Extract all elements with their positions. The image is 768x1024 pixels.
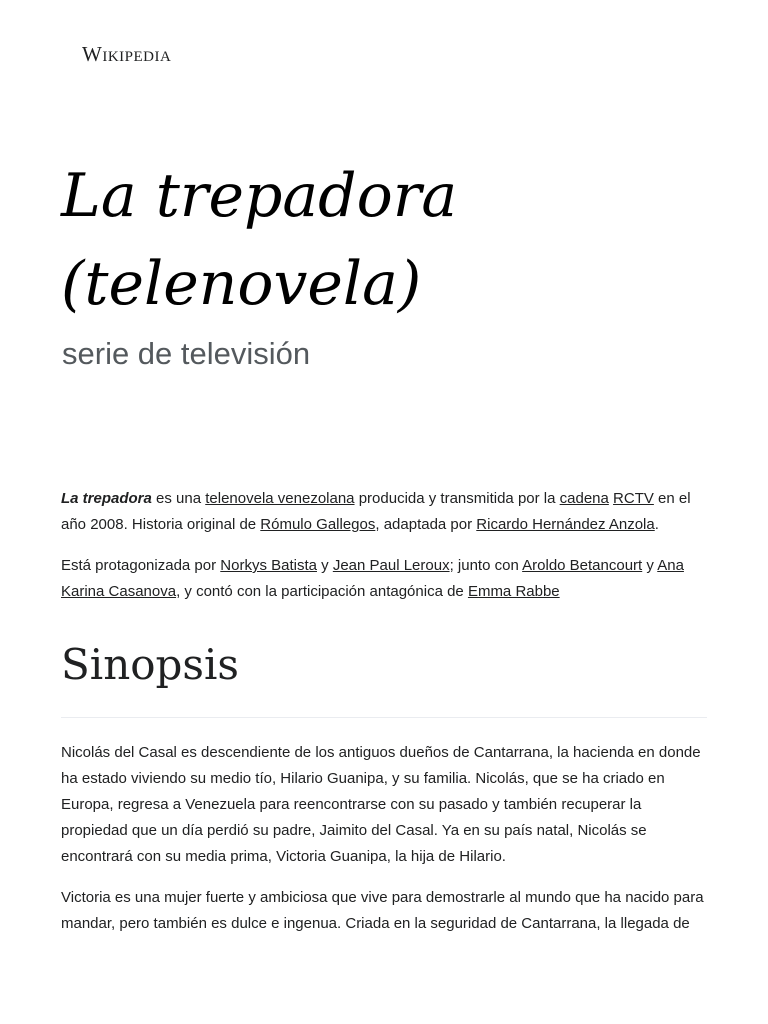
- link-ana-karina-casanova[interactable]: Ana Karina Casanova: [61, 557, 684, 600]
- link-aroldo-betancourt[interactable]: Aroldo Betancourt: [522, 557, 643, 574]
- link-emma-rabbe[interactable]: Emma Rabbe: [467, 583, 560, 600]
- text: es una: [151, 490, 206, 507]
- text: y: [316, 557, 333, 574]
- bold-article-title: La trepadora: [61, 490, 152, 507]
- text: , y contó con la participación antagónica de: [176, 583, 468, 600]
- intro-paragraph-1: [61, 486, 707, 538]
- section-body-sinopsis: [61, 740, 707, 937]
- text: ; junto con: [449, 557, 523, 574]
- text: producida y transmitida por la: [354, 490, 560, 507]
- intro-paragraph-2: [61, 553, 707, 605]
- link-telenovela-venezolana[interactable]: telenovela venezolana: [205, 490, 355, 507]
- link-norkys-batista[interactable]: Norkys Batista: [220, 557, 317, 574]
- wikipedia-logo[interactable]: Wikipedia: [82, 42, 172, 66]
- link-rctv[interactable]: RCTV: [613, 490, 654, 507]
- link-cadena[interactable]: cadena: [559, 490, 609, 507]
- link-jean-paul-leroux[interactable]: Jean Paul Leroux: [332, 557, 450, 574]
- section-heading-sinopsis: Sinopsis: [61, 633, 707, 718]
- sinopsis-paragraph-1: Nicolás del Casal es descendiente de los antiguos dueños de Cantarrana, la hacienda en donde ha estado viviendo su medio tío, Hilario Guanipa, y su familia. Nicolás, que se ha criado en Europa, regresa a Venezuela para reencontrarse con su pasado y también recuperar la propiedad que un día perdió su padre, Jaimito del Casal. Ya en su país natal, Nicolás se encontrará con su media prima, Victoria Guanipa, la hija de Hilario.: [61, 744, 701, 865]
- link-romulo-gallegos[interactable]: Rómulo Gallegos: [260, 516, 376, 533]
- text: en el año 2008. Historia original de: [61, 490, 691, 533]
- page-title: La trepadora (telenovela): [61, 161, 458, 319]
- link-ricardo-hernandez-anzola[interactable]: Ricardo Hernández Anzola: [476, 516, 655, 533]
- text: .: [654, 516, 659, 533]
- text: Está protagonizada por: [61, 557, 221, 574]
- text: y: [642, 557, 658, 574]
- article-content: [61, 486, 707, 952]
- text: , adaptada por: [375, 516, 477, 533]
- page-subtitle: serie de televisión: [62, 336, 311, 371]
- sinopsis-paragraph-2: Victoria es una mujer fuerte y ambiciosa que vive para demostrarle al mundo que ha nacido para mandar, pero también es dulce e ingenua. Criada en la seguridad de Cantarrana, la llegada de: [61, 889, 704, 932]
